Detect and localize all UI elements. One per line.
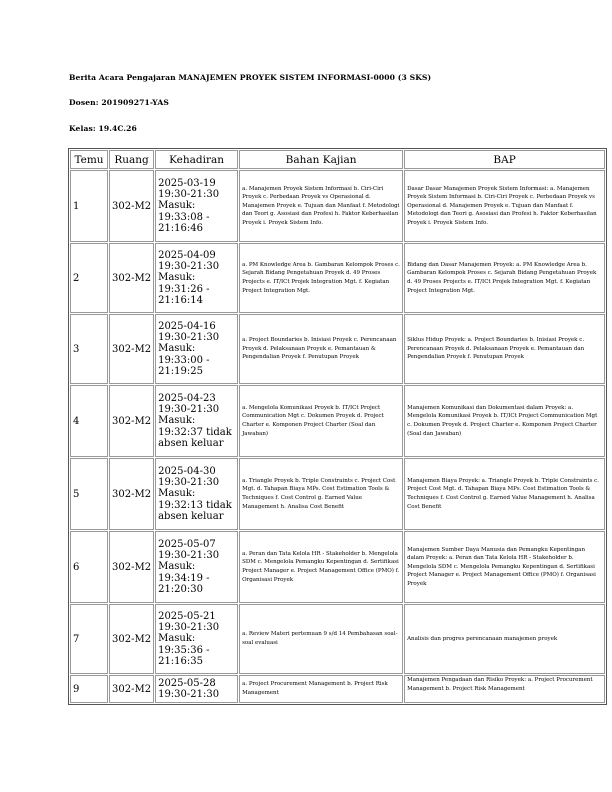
masuk-label: Masuk: <box>158 633 196 645</box>
bahan-kajian-cell: a. Review Materi pertemuan 9 s/d 14 Pembahasan soal-soal evaluasi <box>239 604 403 674</box>
ruang-cell: 302-M2 <box>109 170 154 242</box>
masuk-time: 19:33:00 - 21:19:25 <box>158 354 210 377</box>
ruang-cell: 302-M2 <box>109 531 154 603</box>
masuk-label: Masuk: <box>158 272 196 284</box>
column-header-bahan-kajian: Bahan Kajian <box>239 150 403 169</box>
masuk-time: 19:35:36 - 21:16:35 <box>158 644 210 667</box>
session-date: 2025-05-28 <box>158 677 216 689</box>
kehadiran-cell <box>155 458 238 530</box>
bap-cell: Manajemen Biaya Proyek: a. Triangle Proyek b. Triple Constraints c. Project Cost Mgt. d. Tahapan Biaya MPs. Cost Estimation Tools & Techniques f. Cost Control g. Earned Value Management h. Analisa Cost Benefit <box>404 458 605 530</box>
session-time: 19:30-21:30 <box>158 189 220 201</box>
bahan-kajian-cell: a. Project Boundaries b. Inisiasi Proyek c. Perencanaan Proyek d. Pelaksanaan Proyek e. Pemantauan & Pengendalian Proyek f. Penutupan Proyek <box>239 314 403 384</box>
masuk-label: Masuk: <box>158 561 196 573</box>
kehadiran-cell <box>155 243 238 313</box>
session-date: 2025-04-23 <box>158 392 216 404</box>
temu-cell: 6 <box>70 531 108 603</box>
kehadiran-cell <box>155 531 238 603</box>
masuk-time: 19:31:26 - 21:16:14 <box>158 283 210 306</box>
table-row <box>70 314 605 384</box>
bahan-kajian-cell: a. Mengelola Komunikasi Proyek b. IT/ICt Project Communication Mgt c. Dokumen Proyek d. Project Charter e. Komponen Project Charter (Soal dan Jawaban) <box>239 385 403 457</box>
session-time: 19:30-21:30 <box>158 477 220 489</box>
masuk-label: Masuk: <box>158 415 196 427</box>
temu-cell: 3 <box>70 314 108 384</box>
table-row <box>70 243 605 313</box>
temu-cell: 5 <box>70 458 108 530</box>
bap-cell: Dasar Dasar Manajemen Proyek Sistem Informasi: a. Manajemen Proyek Sistem Informasi b. Ciri-Ciri Proyek c. Perbedaan Proyek vs Operasional d. Manajemen Proyek e. Tujuan dan Manfaat f. Metodologi dan Teori g. Asosiasi dan Profesi h. Faktor Keberhasilan Proyek i. Proyek Sistem Info. <box>404 170 605 242</box>
class-line: Kelas: 19.4C.26 <box>69 124 137 133</box>
table-row <box>70 458 605 530</box>
temu-cell: 4 <box>70 385 108 457</box>
document-title: Berita Acara Pengajaran MANAJEMEN PROYEK SISTEM INFORMASI-0000 (3 SKS) <box>69 73 432 82</box>
table-row <box>70 675 605 703</box>
masuk-label: Masuk: <box>158 343 196 355</box>
lecturer-line: Dosen: 201909271-YAS <box>69 98 169 107</box>
session-time: 19:30-21:30 <box>158 261 220 273</box>
bahan-kajian-cell: a. PM Knowledge Area b. Gambaran Kelompok Proses c. Sejarah Bidang Pengetahuan Proyek d. 49 Proses Projects e. IT/ICt Projek Integration Mgt. f. Kegiatan Project Integration Mgt. <box>239 243 403 313</box>
session-date: 2025-04-16 <box>158 320 216 332</box>
bahan-kajian-cell: a. Manajemen Proyek Sistem Informasi b. Ciri-Ciri Proyek c. Perbedaan Proyek vs Operasional d. Manajemen Proyek e. Tujuan dan Manfaat f. Metodologi dan Teori g. Asosiasi dan Profesi h. Faktor Keberhasilan Proyek i. Proyek Sistem Info. <box>239 170 403 242</box>
table-row <box>70 531 605 603</box>
kehadiran-cell <box>155 170 238 242</box>
masuk-time: 19:32:13 tidak absen keluar <box>158 499 232 522</box>
masuk-time: 19:33:08 - 21:16:46 <box>158 211 210 234</box>
session-time: 19:30-21:30 <box>158 550 220 562</box>
kehadiran-cell <box>155 604 238 674</box>
bap-cell: Analisis dan progres perencanaan manajemen proyek <box>404 604 605 674</box>
column-header-bap: BAP <box>404 150 605 169</box>
session-date: 2025-03-19 <box>158 177 216 189</box>
temu-cell: 9 <box>70 675 108 703</box>
column-header-kehadiran: Kehadiran <box>155 150 238 169</box>
session-time: 19:30-21:30 <box>158 404 220 416</box>
kehadiran-cell <box>155 314 238 384</box>
table-header-row <box>70 150 605 169</box>
table-row <box>70 385 605 457</box>
kehadiran-cell <box>155 385 238 457</box>
bap-cell: Manajemen Sumber Daya Manusia dan Pemangku Kepentingan dalam Proyek: a. Peran dan Tata Kelola HR - Stakeholder b. Mengelola SDM c. Mengelola Pemangku Kepentingan d. Sertifikasi Project Manager e. Project Management Office (PMO) f. Organisasi Proyek <box>404 531 605 603</box>
column-header-temu: Temu <box>70 150 108 169</box>
bahan-kajian-cell: a. Project Procurement Management b. Project Risk Management <box>239 675 403 703</box>
bap-cell: Bidang dan Dasar Manajemen Proyek: a. PM Knowledge Area b. Gambaran Kelompok Proses c. Sejarah Bidang Pengetahuan Proyek d. 49 Proses Projects e. IT/ICt Projek Integration Mgt. f. Kegiatan Project Integration Mgt. <box>404 243 605 313</box>
bap-cell: Siklus Hidup Proyek: a. Project Boundaries b. Inisiasi Proyek c. Perencanaan Proyek d. Pelaksanaan Proyek e. Pemantauan dan Pengendalian Proyek f. Penutupan Proyek <box>404 314 605 384</box>
ruang-cell: 302-M2 <box>109 604 154 674</box>
session-time: 19:30-21:30 <box>158 689 220 700</box>
attendance-table <box>68 148 607 705</box>
session-date: 2025-04-09 <box>158 249 216 261</box>
masuk-time: 19:32:37 tidak absen keluar <box>158 426 232 449</box>
session-date: 2025-04-30 <box>158 465 216 477</box>
bahan-kajian-cell: a. Triangle Proyek b. Triple Constraints c. Project Cost Mgt. d. Tahapan Biaya MPs. Cost Estimation Tools & Techniques f. Cost Control g. Earned Value Management h. Analisa Cost Benefit <box>239 458 403 530</box>
session-date: 2025-05-07 <box>158 538 216 550</box>
session-date: 2025-05-21 <box>158 610 216 622</box>
kehadiran-cell <box>155 675 238 703</box>
temu-cell: 7 <box>70 604 108 674</box>
column-header-ruang: Ruang <box>109 150 154 169</box>
bap-cell: Manajemen Komunikasi dan Dokumentasi dalam Proyek: a. Mengelola Komunikasi Proyek b. IT/ICt Project Communication Mgt c. Dokumen Proyek d. Project Charter e. Komponen Project Charter (Soal dan Jawaban) <box>404 385 605 457</box>
masuk-label: Masuk: <box>158 200 196 212</box>
ruang-cell: 302-M2 <box>109 314 154 384</box>
bap-cell: Manajemen Pengadaan dan Risiko Proyek: a. Project Procurement Management b. Project Risk Management <box>404 675 605 703</box>
table-row <box>70 604 605 674</box>
masuk-label: Masuk: <box>158 488 196 500</box>
ruang-cell: 302-M2 <box>109 243 154 313</box>
masuk-time: 19:34:19 - 21:20:30 <box>158 572 210 595</box>
table-row <box>70 170 605 242</box>
ruang-cell: 302-M2 <box>109 385 154 457</box>
temu-cell: 1 <box>70 170 108 242</box>
session-time: 19:30-21:30 <box>158 622 220 634</box>
temu-cell: 2 <box>70 243 108 313</box>
bahan-kajian-cell: a. Peran dan Tata Kelola HR - Stakeholder b. Mengelola SDM c. Mengelola Pemangku Kepentingan d. Sertifikasi Project Manager e. Project Management Office (PMO) f. Organisasi Proyek <box>239 531 403 603</box>
ruang-cell: 302-M2 <box>109 675 154 703</box>
ruang-cell: 302-M2 <box>109 458 154 530</box>
session-time: 19:30-21:30 <box>158 332 220 344</box>
